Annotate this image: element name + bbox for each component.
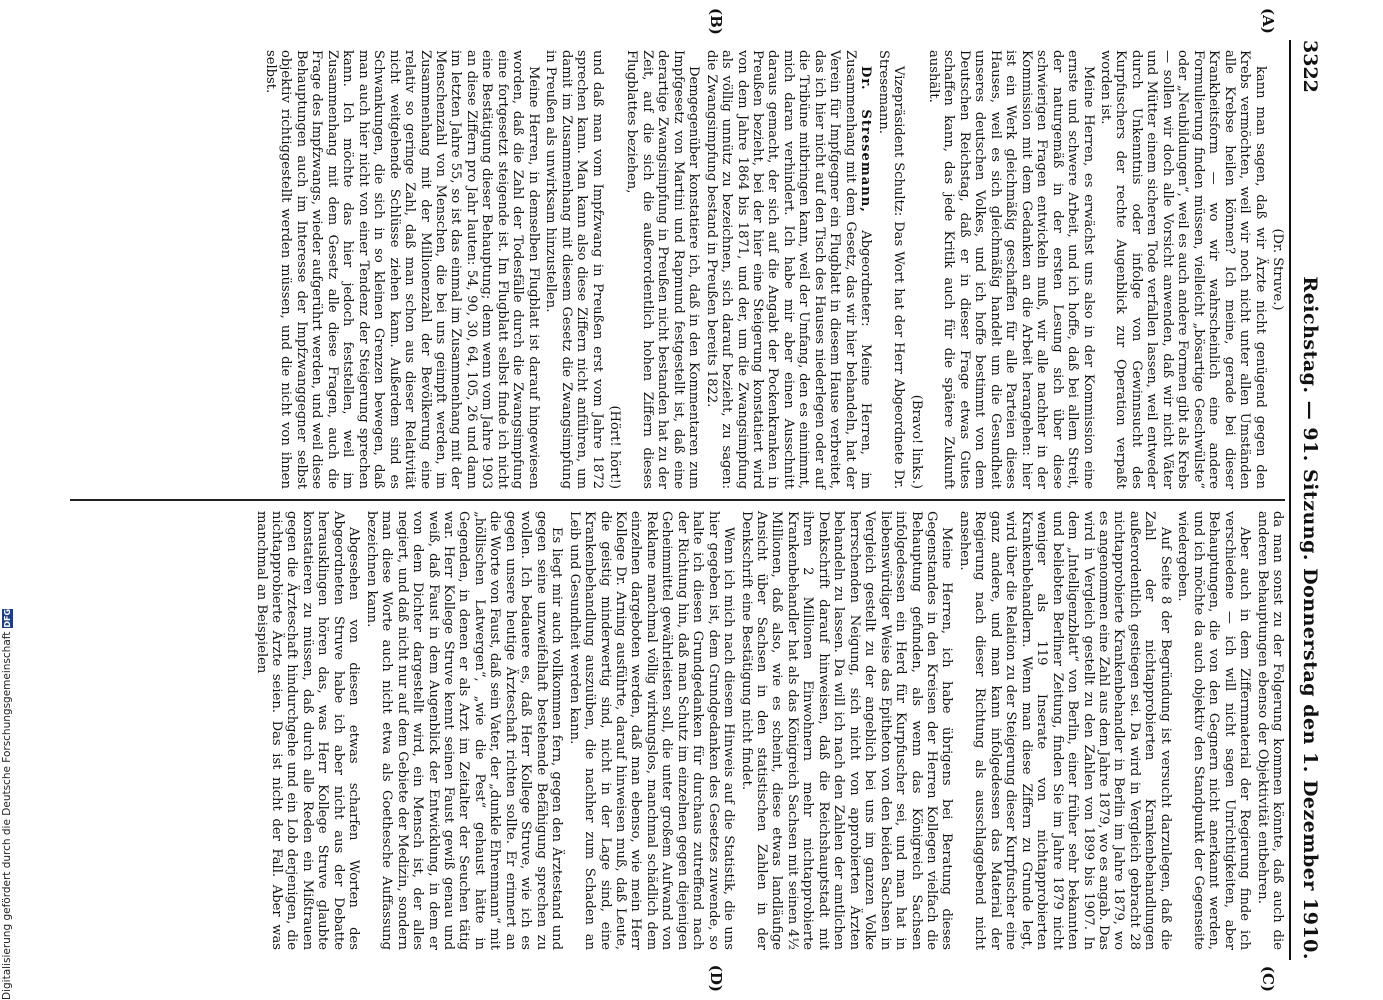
paragraph: da man sonst zu der Folgerung kommen könnte, daß auch die anderen Behauptungen ebenso der Objektivität entbehren. (1254, 511, 1285, 950)
text-columns (70, 40, 1285, 960)
margin-mark-a: (A) (1259, 8, 1277, 34)
dfg-logo: DFG (2, 608, 12, 628)
credit-text: Digitalisierung gefördert durch die Deutsche Forschungsgemeinschaft (1, 631, 13, 1000)
page-body (70, 8, 1321, 992)
paragraph: und daß man vom Impfzwang in Preußen erst vom Jahre 1872 sprechen kann. Man kann also diese Ziffern nicht anführen, um damit im Zusammenhang mit diesem Gesetz die Zwangsimpfung in Preußen als unwirksam hinzustellen. (543, 50, 605, 489)
page-number: 3322 (1299, 40, 1321, 93)
paragraph: Abgesehen von diesen etwas scharfen Worten des Abgeordneten Struve habe ich aber nicht aus der Debatte herausklingen hören das, was Herr Kollege Struve glaubte konstatieren zu müssen, daß durch alle Reden ein Mißtrauen gegen die Ärzteschaft hindurchgehe und ein Lob derjenigen, die nichtapprobierte Ärzte seien. Das ist nicht der Fall. Aber was manchmal an Beispielen (253, 511, 362, 950)
paragraph: Meine Herren, ich habe übrigens bei Beratung dieses Gegenstandes in den Kreisen der Herren Kollegen vielfach die Behauptung gefunden, als wenn das Königreich Sachsen infolgedessen ein Herd für Kurpfuscher sei, und man hat in liebenswürdiger Weise das Epitheton von den beiden Sachsen in Vergleich gestellt zu der angeblich bei uns im ganzen Volke herrschenden Neigung, sich nicht von approbierten Ärzten behandeln zu lassen. Da will ich nach den Zahlen der amtlichen Denkschrift darauf hinweisen, daß die Reichshauptstadt mit ihren 2 Millionen Einwohnern mehr nichtapprobierte Krankenbehandler hat als das Königreich Sachsen mit seinen 4½ Millionen, daß also, wie es scheint, diese etwas landläufige Ansicht über Sachsen in den statistischen Zahlen in der Denkschrift eine Bestätigung nicht findet. (738, 511, 955, 950)
paragraph: Demgegenüber konstatiere ich, daß in den Kommentaren zum Impfgesetz von Martini und Rapmund festgestellt ist, daß eine derartige Zwangsimpfung in Preußen nicht bestanden hat zu der Zeit, auf die sich die außerordentlich hohen Ziffern dieses Flugblattes beziehen, (624, 50, 702, 489)
speaker-label: (Dr. Struve.) (1270, 228, 1285, 311)
speaker-text: Abgeordneter: Meine Herren, im Zusammenhang mit dem Gesetz, das wir hier behandeln, hat der Verein für Impfgegner ein Flugblatt in diesem Hause verbreitet, das ich hier nicht auf den Tisch des Hauses niederlegen oder auf die Tribüne mitbringen kann, weil der Umfang, den es einnimmt, mich daran verhindert. Ich habe mir aber einen Ausschnitt daraus gemacht, der sich auf die Angabt der Pockenkranken in Preußen bezieht, bei der hier eine Steigerung konstatiert wird von dem Jahre 1864 bis 1871, und der, um die Zwangsimpfung als völlig unnütz zu bezeichnen, sich darauf bezieht, zu sagen: die Zwangsimpfung bestand in Preußen bereits 1822. (703, 50, 874, 489)
speaker-paragraph (703, 50, 873, 489)
margin-mark-d: (D) (707, 964, 725, 992)
digitization-credit (0, 608, 14, 1000)
paragraph: kann man sagen, daß wir Ärzte nicht genügend gegen den Krebs vermöchten, weil wir noch nicht unter allen Umständen alle Krebse heilen können? Ich meine, gerade bei dieser Krankheitsform — wo wir wahrscheinlich eine andere Formulierung finden müssen, vielleicht „bösartige Geschwülste“ oder „Neubildungen“, weil es auch andere Formen gibt als Krebs — sollen wir doch alle Vorsicht anwenden, daß wir nicht Väter und Mütter einem sicheren Tode verfallen lassen, weil entweder durch Unkenntnis oder infolge von Gewinnsucht des Kurpfuschers der rechte Augenblick zur Operation verpaßt worden ist. (1098, 50, 1268, 489)
margin-mark-b: (B) (707, 8, 725, 35)
paragraph: Wenn ich mich nach diesem Hinweis auf die Statistik, die uns hier gegeben ist, dem Grundgedanken des Gesetzes zuwende, so halte ich diesen Grundgedanken für durchaus zutreffend nach der Richtung hin, daß man Schutz im einzelnen gegen diejenigen Geheimmittel gewährleisten soll, die unter großem Aufwand von Reklame manchmal völlig wirkungslos, manchmal schädlich dem einzelnen dargeboten werden, daß man ebenso, wie mein Herr Kollege Dr. Arning ausführte, darauf hinweisen muß, daß Leute, die geistig minderwertig sind, nicht in der Lage sind, eine Krankenbehandlung auszuüben, die nachher zum Schaden an Leib und Gesundheit werden kann. (566, 511, 737, 950)
paragraph: Auf Seite 8 der Begründung ist versucht darzulegen, daß die Zahl der nichtapprobierten Krankenbehandlungen außerordentlich gestiegen sei. Da wird in Vergleich gebracht 28 nichtapprobierte Krankenbehandler in Berlin im Jahre 1879, wo es angenommen eine Zahl aus dem Jahre 1879, wo es angab. Das wird in Vergleich gestellt zu den Zahlen von 1899 bis 1907. In dem „Intelligenzblatt“ von Berlin, einer früher sehr bekannten und beliebten Berliner Zeitung, finden Sie im Jahre 1879 nicht weniger als 119 Inserate von nichtapprobierten Krankenbehandlern. Wenn man diese Ziffern zu Grunde legt, wird über die Relation zu der Steigerung dieser Kurpfuscher eine ganz andere, und man kann infolgedessen das Material der Regierung nach dieser Richtung als ausschlaggebend nicht ansehen. (956, 511, 1173, 950)
right-column (70, 501, 1285, 960)
paragraph: Meine Herren, es erwächst uns also in der Kommission eine ernste und schwere Arbeit, und ich hoffe, daß bei allem Streit, der naturgemäß in der ersten Lesung sich über diese schwierigen Fragen entwickeln muß, wir alle nachher in der Kommission mit dem Gedanken an die Arbeit herangehen: hier ist ein Werk gleichmäßig geschaffen für alle Parteien dieses Hauses, weil es sich gleichmäßig handelt um die Gesundheit unseres deutschen Volkes, und ich hoffe bestimmt von dem Deutschen Reichstag, daß er in dieser Frage etwas Gutes schaffen kann, das jede Kritik auch für die spätere Zukunft aushält. (926, 50, 1096, 489)
speaker-name: Dr. Stresemann, (858, 66, 874, 213)
applause-note: (Bravo! links.) (908, 394, 924, 489)
vice-president-statement: Vizepräsident Schultz: Das Wort hat der Herr Abgeordnete Dr. Stresemann. (875, 50, 907, 489)
margin-mark-c: (C) (1259, 965, 1277, 992)
page-title: Reichstag. — 91. Sitzung. Donnerstag den 1. Dezember 1910. (1299, 276, 1321, 960)
paragraph: Es liegt mir auch vollkommen fern, gegen den Ärztestand und gegen seine unzweifelhaft bestehende Befähigung sprechen zu wollen. Ich bedauere es, daß Herr Kollege Struve, wie ich es gegen unsere heutige Ärzteschaft richten sollte. Er erinnert an die Worte von Faust, daß sein Vater, der „dunkle Ehrenmann“ mit „höllischen Latwergen“, „wie die Pest“ gehaust hätte in Gegenden, in denen er als Arzt im Zeitalter der Seuchen tätig war. Herr Kollege Struve kennt seinen Faust gewiß genau und weiß, daß Faust in dem Augenblick der Entwicklung, in dem er von dem Dichter dargestellt wird, ein Mensch ist, der alles negiert, und daß nicht nur auf dem Gebiete der Medizin, sondern man diese Worte auch nicht etwa als Goethesche Auffassung bezeichnen kann. (363, 511, 565, 950)
page-header (1289, 40, 1321, 960)
interjection: (Hört! hört!) (606, 405, 622, 489)
left-column (70, 40, 1285, 499)
paragraph: Meine Herren, in demselben Flugblatt ist darauf hingewiesen worden, daß die Zahl der Todesfälle durch die Zwangsimpfung eine fortgesetzt steigende ist. Im Flugblatt selbst finde ich nicht eine Bestätigung dieser Behauptung; denn wenn vom Jahre 1903 an diese Ziffern pro Jahr lauten: 54, 90, 30, 64, 105, 26 und dann im letzten Jahre 55, so ist das einmal im Zusammenhang mit der Menschenzahl von Menschen, die bei uns geimpft werden, im Zusammenhang mit der Millionenzahl der Bevölkerung eine relativ so geringe Zahl, daß man schon aus dieser Relativität nicht weitgehende Schlüsse ziehen kann. Außerdem sind es Schwankungen, die sich in so kleinen Grenzen bewegen, daß man auch hier nicht von einer Tendenz der Steigerung sprechen kann. Ich möchte das hier jedoch feststellen, weil im Zusammenhang mit dem Gesetz alle diese Fragen, auch die Frage des Impfzwangs, wieder aufgerührt werden, und weil diese Behauptungen auch im Interesse der Impfzwanggegner selbst objektiv richtiggestellt werden müssen, und die nicht von ihnen selbst. (263, 50, 541, 489)
paragraph: Aber auch in dem Ziffernmaterial der Regierung finde ich verschiedene — ich will nicht sagen Unrichtigkeiten, aber Behauptungen, die von den Gegnern nicht anerkannt werden, und ich möchte da auch objektiv den Standpunkt der Gegenseite wiedergeben. (1175, 511, 1253, 950)
